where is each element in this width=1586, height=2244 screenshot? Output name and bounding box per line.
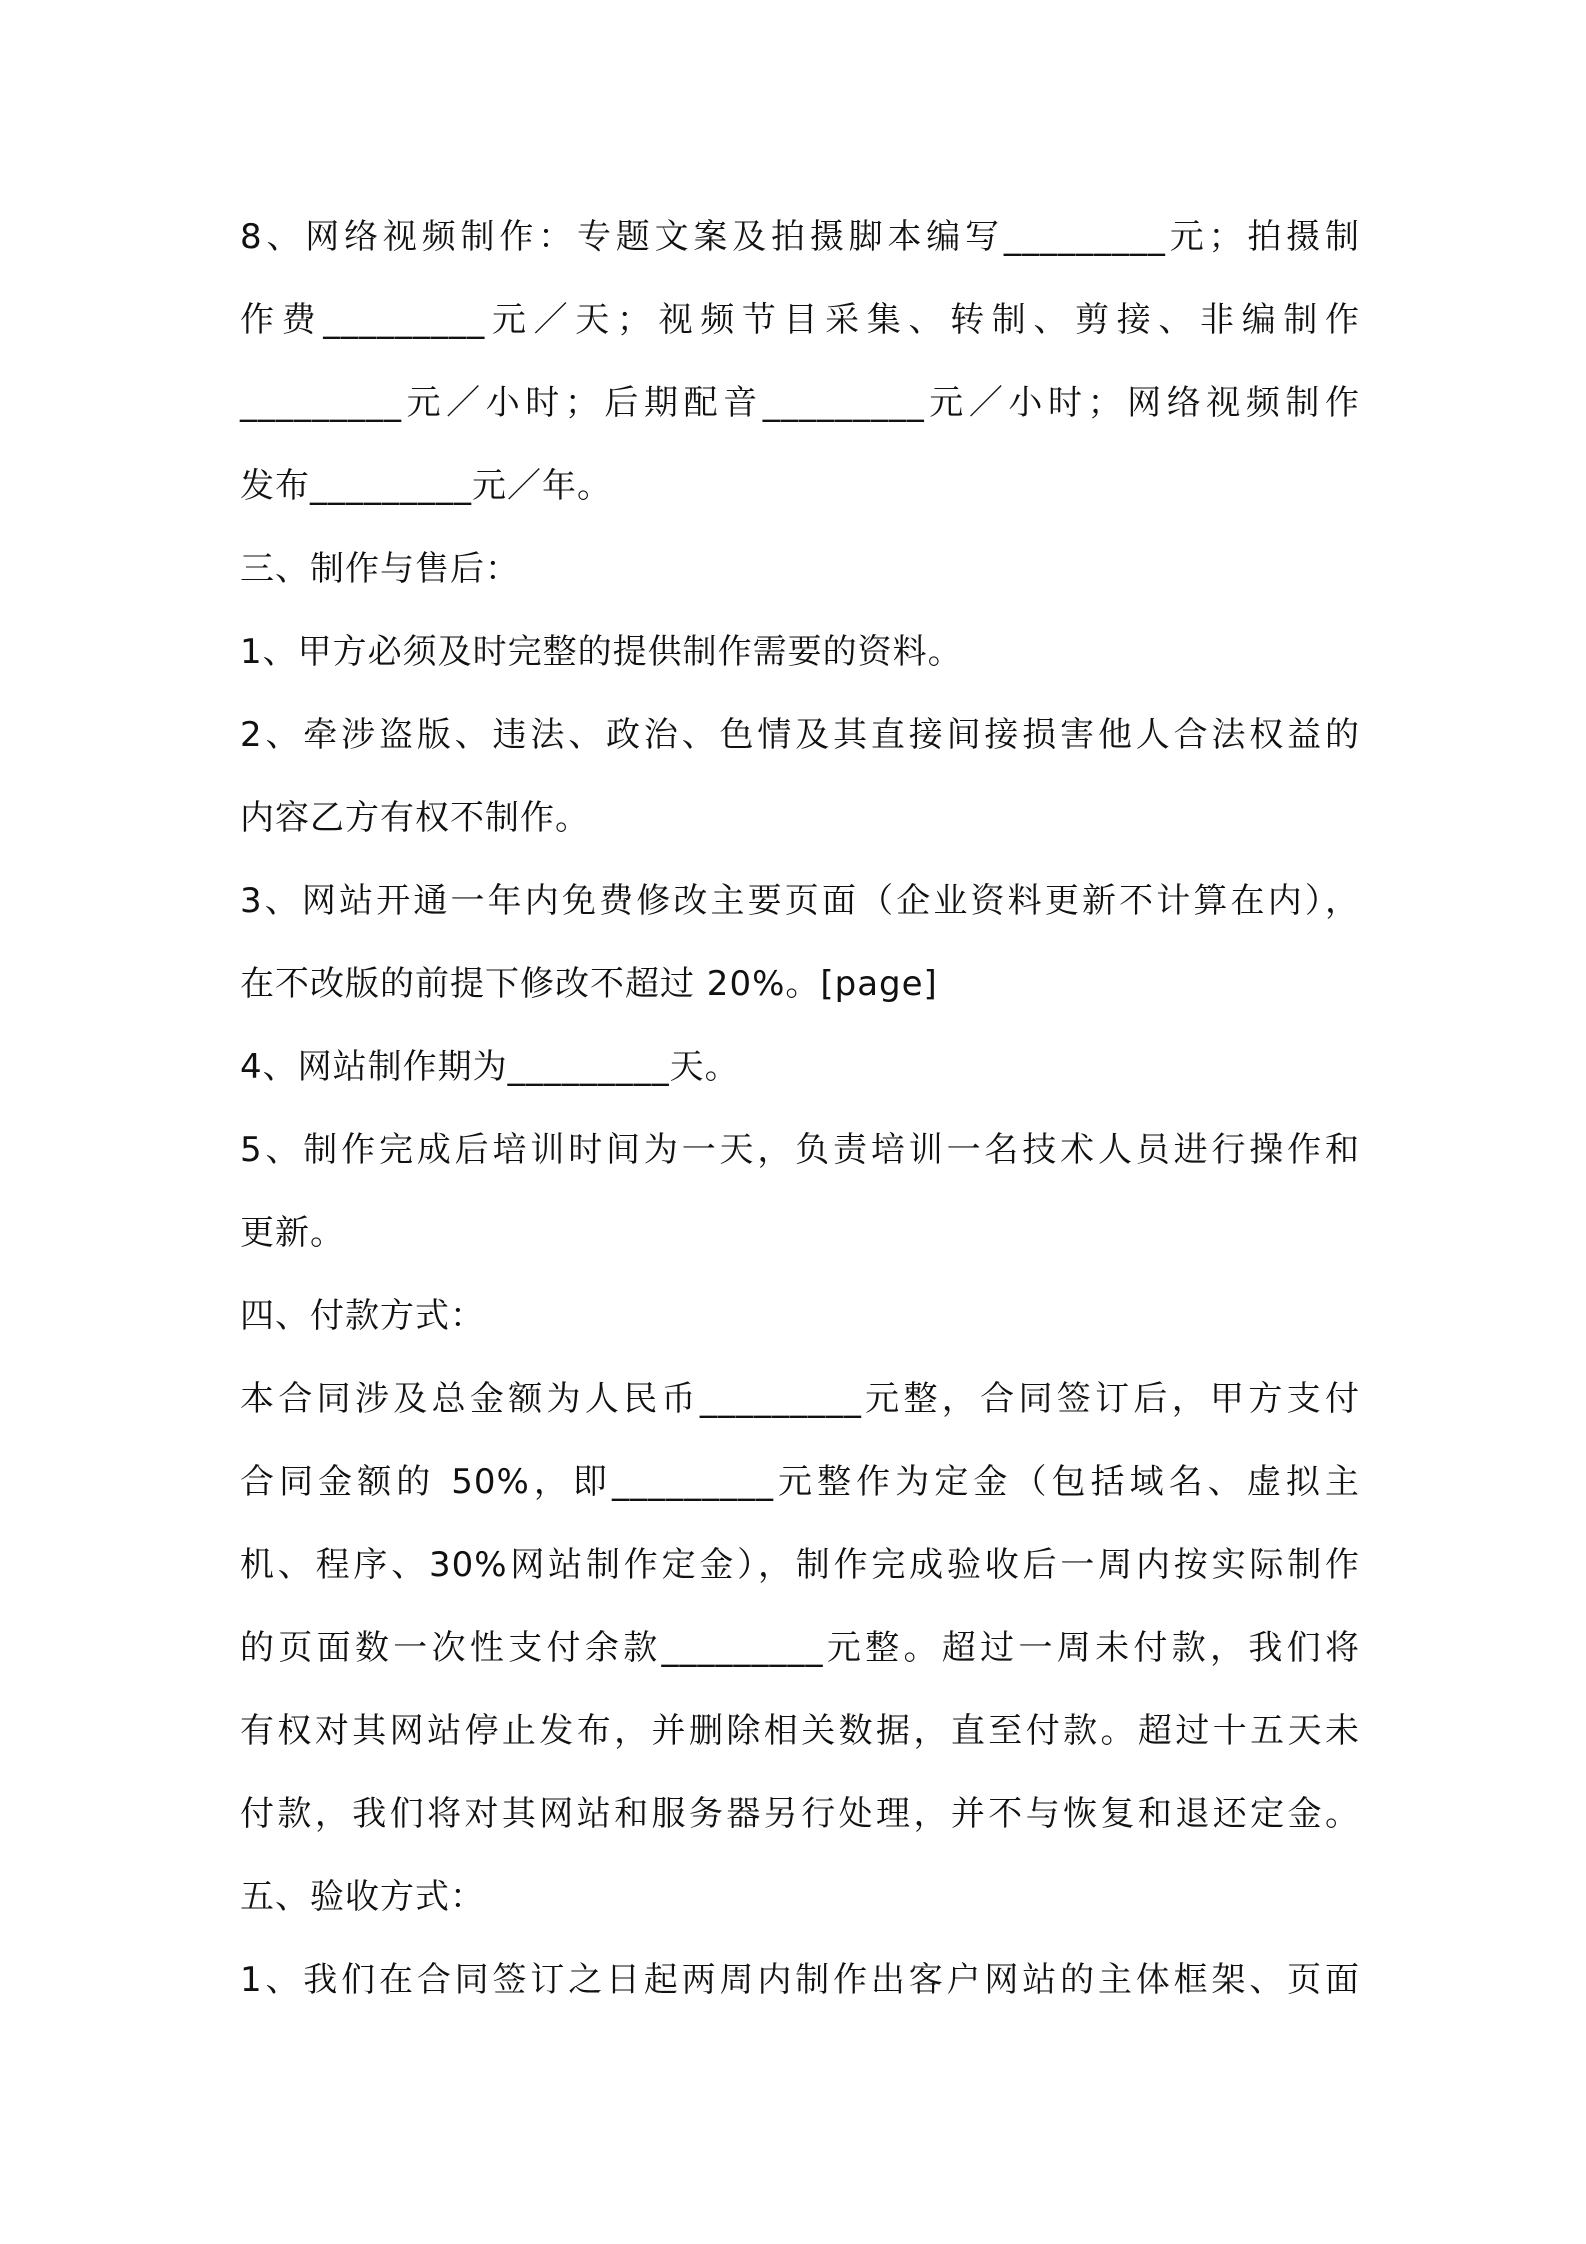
text-line: 1、我们在合同签订之日起两周内制作出客户网站的主体框架、页面	[240, 1960, 1360, 2000]
text-line: 内容乙方有权不制作。	[240, 798, 590, 838]
text-line: 1、甲方必须及时完整的提供制作需要的资料。	[240, 632, 963, 672]
text-line: 8、网络视频制作：专题文案及拍摄脚本编写_________元；拍摄制	[240, 217, 1360, 257]
document-body	[240, 196, 1360, 2022]
text-line: 付款，我们将对其网站和服务器另行处理，并不与恢复和退还定金。	[240, 1794, 1360, 1834]
text-line: 机、程序、30%网站制作定金），制作完成验收后一周内按实际制作	[240, 1545, 1360, 1585]
text-line: 本合同涉及总金额为人民币_________元整，合同签订后，甲方支付	[240, 1379, 1360, 1419]
section-heading: 四、付款方式：	[240, 1296, 485, 1336]
text-line: 作费_________元／天；视频节目采集、转制、剪接、非编制作	[240, 300, 1360, 340]
text-line: 3、网站开通一年内免费修改主要页面（企业资料更新不计算在内），	[240, 881, 1360, 921]
text-line: _________元／小时；后期配音_________元／小时；网络视频制作	[240, 383, 1360, 423]
text-line: 合同金额的 50%，即_________元整作为定金（包括域名、虚拟主	[240, 1462, 1360, 1502]
text-line: 4、网站制作期为_________天。	[240, 1047, 740, 1087]
text-line: 在不改版的前提下修改不超过 20%。[page]	[240, 964, 938, 1004]
text-line: 5、制作完成后培训时间为一天，负责培训一名技术人员进行操作和	[240, 1130, 1360, 1170]
text-line: 2、牵涉盗版、违法、政治、色情及其直接间接损害他人合法权益的	[240, 715, 1360, 755]
section-heading: 三、制作与售后：	[240, 549, 520, 589]
text-line: 发布_________元／年。	[240, 466, 612, 506]
text-line: 更新。	[240, 1213, 345, 1253]
text-line: 有权对其网站停止发布，并删除相关数据，直至付款。超过十五天未	[240, 1711, 1360, 1751]
text-line: 的页面数一次性支付余款_________元整。超过一周未付款，我们将	[240, 1628, 1360, 1668]
section-heading: 五、验收方式：	[240, 1877, 485, 1917]
